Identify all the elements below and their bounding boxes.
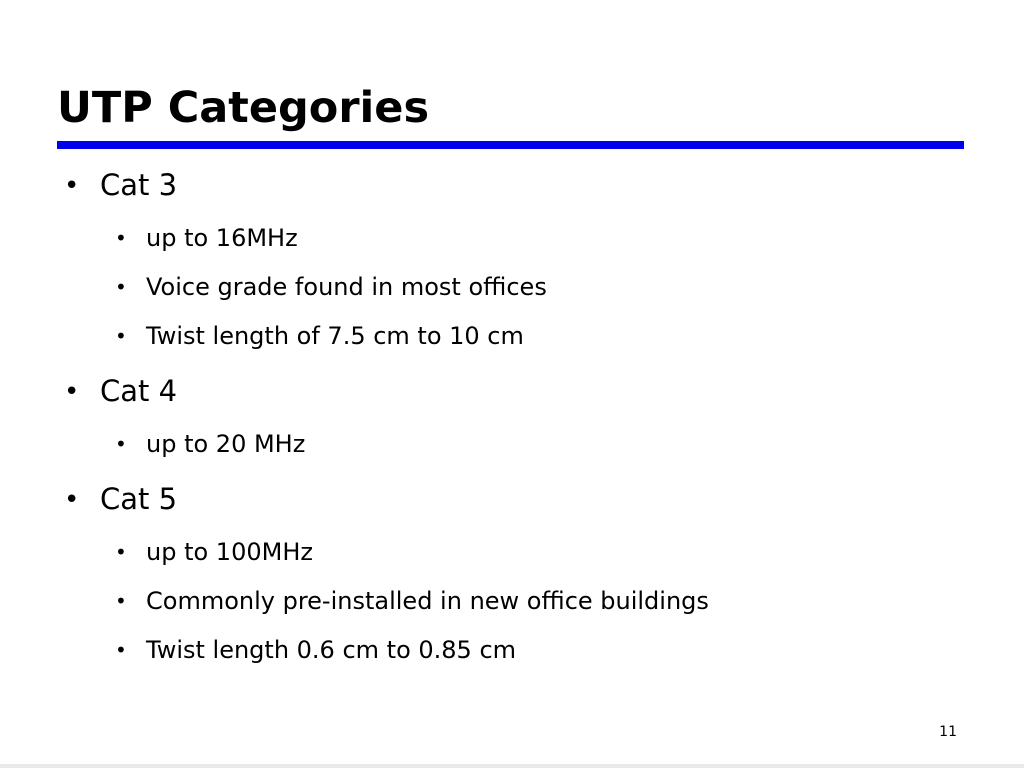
bullet-list	[0, 163, 1024, 683]
bullet-icon: •	[64, 377, 80, 407]
bullet-icon: •	[115, 226, 127, 250]
category-label: Cat 4	[100, 374, 178, 408]
title-underline	[57, 141, 964, 149]
list-item	[0, 369, 1024, 415]
sub-list-item	[0, 579, 1024, 628]
sub-item-label: Twist length 0.6 cm to 0.85 cm	[146, 636, 517, 664]
list-item	[0, 163, 1024, 209]
sub-list-item	[0, 216, 1024, 265]
slide-title: UTP Categories	[57, 83, 430, 133]
sub-item-label: up to 16MHz	[146, 224, 298, 252]
bullet-icon: •	[64, 485, 80, 515]
sub-list-item	[0, 314, 1024, 363]
sub-item-label: up to 20 MHz	[146, 430, 306, 458]
bullet-icon: •	[115, 638, 127, 662]
list-item	[0, 477, 1024, 523]
sub-item-label: up to 100MHz	[146, 538, 313, 566]
sub-item-label: Voice grade found in most offices	[146, 273, 547, 301]
sub-list-item	[0, 422, 1024, 471]
page-number: 11	[939, 724, 957, 740]
bullet-icon: •	[115, 324, 127, 348]
bullet-icon: •	[115, 589, 127, 613]
category-label: Cat 3	[100, 168, 178, 202]
category-group-cat3	[0, 163, 1024, 363]
sub-list-item	[0, 628, 1024, 677]
bullet-icon: •	[115, 432, 127, 456]
bullet-icon: •	[64, 171, 80, 201]
bullet-icon: •	[115, 540, 127, 564]
category-group-cat5	[0, 477, 1024, 677]
sub-list-item	[0, 265, 1024, 314]
bullet-icon: •	[115, 275, 127, 299]
category-group-cat4	[0, 369, 1024, 471]
category-label: Cat 5	[100, 482, 178, 516]
slide-bottom-edge	[0, 764, 1024, 768]
sub-item-label: Twist length of 7.5 cm to 10 cm	[146, 322, 524, 350]
sub-item-label: Commonly pre-installed in new office buildings	[146, 587, 709, 615]
sub-list-item	[0, 530, 1024, 579]
